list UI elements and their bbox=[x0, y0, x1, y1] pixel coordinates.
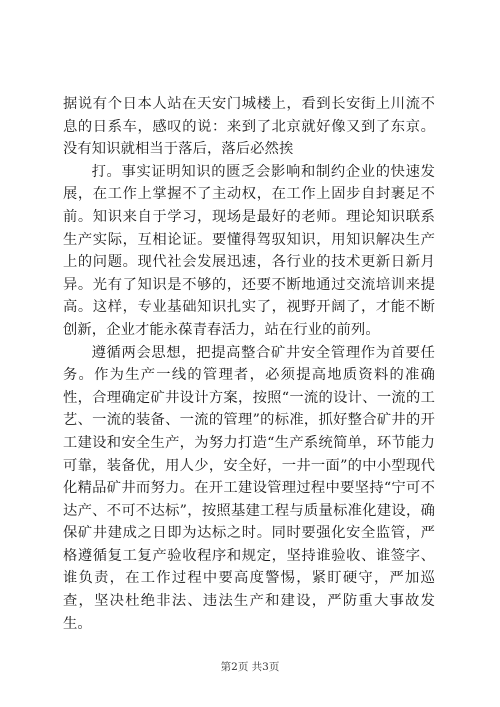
paragraph-3: 遵循两会思想，把提高整合矿井安全管理作为首要任务。作为生产一线的管理者，必须提高地质资料的准确性，合理确定矿井设计方案，按照“一流的设计、一流的工艺、一流的装备、一流的管理”的标准，抓好整合矿井的开工建设和安全生产，为努力打造“生产系统简单，环节能力可靠，装备优，用人少，安全好，一井一面”的中小型现代化精品矿井而努力。在开工建设管理过程中要坚持“宁可不达产、不可不达标”，按照基建工程与质量标准化建设，确保矿井建成之日即为达标之时。同时要强化安全监管，严格遵循复工复产验收程序和规定，坚持谁验收、谁签字、谁负责，在工作过程中要高度警惕，紧盯硬守，严加巡查，坚决杜绝非法、违法生产和建设，严防重大事故发生。 bbox=[63, 344, 435, 632]
document-body bbox=[63, 93, 435, 635]
page-number-footer: 第2页 共3页 bbox=[220, 661, 280, 673]
paragraph-1: 据说有个日本人站在天安门城楼上，看到长安街上川流不息的日系车，感叹的说：来到了北京就好像又到了东京。没有知识就相当于落后，落后必然挨 bbox=[63, 96, 435, 158]
paragraph-2: 打。事实证明知识的匮乏会影响和制约企业的快速发展，在工作上掌握不了主动权，在工作上固步自封裹足不前。知识来自于学习，现场是最好的老师。理论知识联系生产实际，互相论证。要懂得驾驭知识，用知识解决生产上的问题。现代社会发展迅速，各行业的技术更新日新月异。光有了知识是不够的，还要不断地通过交流培训来提高。这样，专业基础知识扎实了，视野开阔了，才能不断创新，企业才能永葆青春活力，站在行业的前列。 bbox=[63, 163, 435, 338]
